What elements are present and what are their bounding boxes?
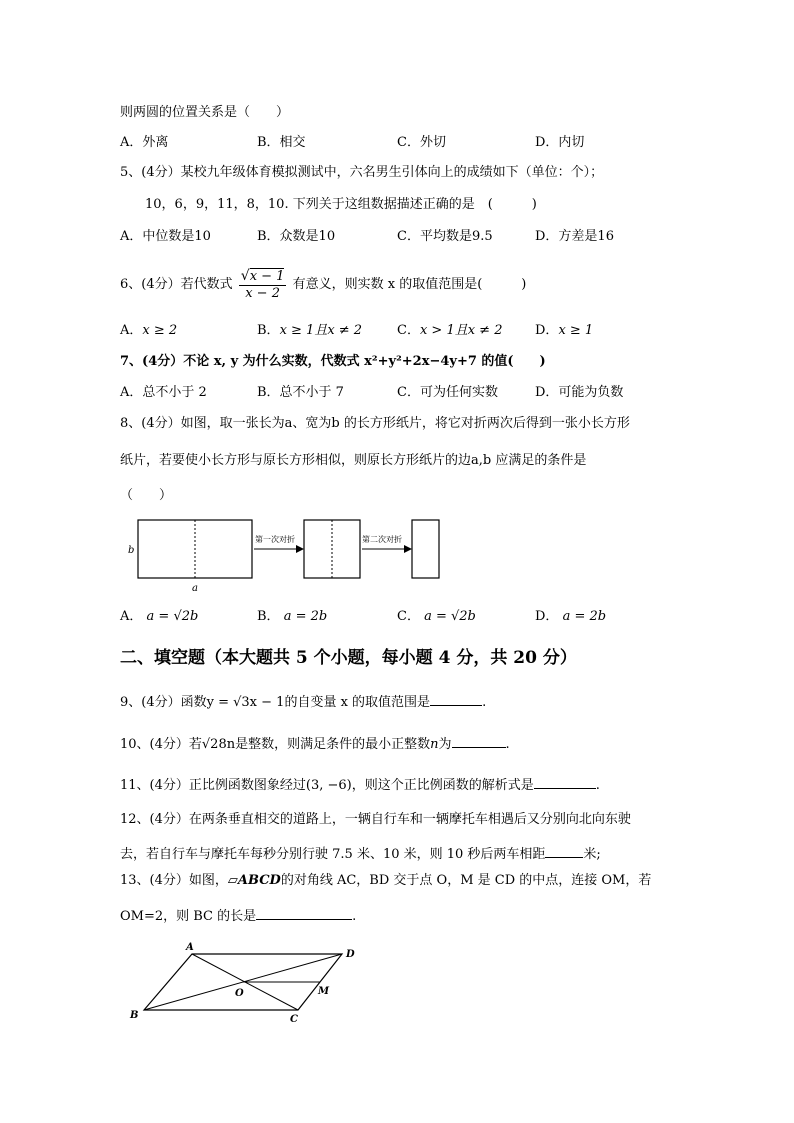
q8-stem-line1: 8、(4分）如图，取一张长为a、宽为b 的长方形纸片，将它对折两次后得到一张小长方形	[120, 416, 630, 431]
q5-stem-line2: 10，6，9，11，8，10. 下列关于这组数据描述正确的是 ( )	[145, 197, 537, 212]
q8-label-a: a	[192, 583, 198, 594]
q5-option-c: C．平均数是9.5	[397, 229, 493, 244]
q8-stem-line2: 纸片，若要使小长方形与原长方形相似，则原长方形纸片的边a,b 应满足的条件是	[120, 453, 587, 468]
q8-option-d: D． a = 2b	[535, 609, 607, 624]
q8-quarter-rectangle	[412, 520, 439, 578]
section-fill-in-title: 二、填空题（本大题共 5 个小题，每小题 4 分，共 20 分）	[120, 648, 577, 668]
q5-option-d: D．方差是16	[535, 229, 614, 244]
q6-prefix: 6、(4分）若代数式	[120, 277, 233, 292]
q8-option-c: C． a = √2b	[397, 609, 476, 624]
q6-stem	[120, 263, 526, 307]
q8-options	[120, 608, 680, 626]
q13-label-d: D	[346, 949, 355, 960]
q7-stem: 7、(4分）不论 x, y 为什么实数，代数式 x²+y²+2x−4y+7 的值( )	[120, 354, 546, 369]
q4-option-d: D．内切	[535, 135, 585, 150]
q7-option-a: A．总不小于 2	[120, 385, 207, 400]
q7-option-c: C．可为任何实数	[397, 385, 498, 400]
q11-answer-blank[interactable]	[534, 774, 596, 789]
q10-sqrt: √28n	[201, 737, 236, 752]
q6-option-c: C．x > 1且x ≠ 2	[397, 323, 503, 338]
q12-answer-blank[interactable]	[545, 843, 583, 858]
q13-parallelogram-symbol: ▱ABCD	[227, 873, 281, 888]
q6-option-b: B．x ≥ 1且x ≠ 2	[257, 323, 363, 338]
q7-options	[120, 384, 680, 402]
q5-options	[120, 228, 680, 246]
q13-label-a: A	[186, 942, 194, 953]
q8-arrow1-label: 第一次对折	[255, 535, 295, 544]
q6-numerator: x − 1	[249, 268, 285, 284]
q8-folding-figure	[120, 512, 450, 597]
q13-label-c: C	[290, 1014, 298, 1025]
q6-options	[120, 322, 680, 340]
q11-point: (3, −6)	[305, 778, 352, 793]
q4-stem: 则两圆的位置关系是（ ）	[120, 105, 290, 120]
q5-stem-line1: 5、(4分）某校九年级体育模拟测试中，六名男生引体向上的成绩如下（单位：个）；	[120, 165, 604, 180]
q12-stem-line1: 12、(4分）在两条垂直相交的道路上，一辆自行车和一辆摩托车相遇后又分别向北向东驶	[120, 812, 631, 827]
q8-label-b: b	[128, 545, 135, 556]
q6-option-a: A．x ≥ 2	[120, 323, 178, 338]
q9-function: y = √3x − 1	[206, 695, 285, 710]
q8-option-a: A． a = √2b	[120, 609, 199, 624]
q8-arrow1-head	[296, 545, 304, 553]
q13-stem-line1: 13、(4分）如图，▱ABCD的对角线 AC，BD 交于点 O，M 是 CD 的中点，连接 OM，若	[120, 873, 652, 888]
q6-suffix: 有意义，则实数 x 的取值范围是( )	[292, 277, 527, 292]
q5-option-a: A．中位数是10	[120, 229, 211, 244]
q13-answer-blank[interactable]	[256, 905, 352, 920]
q7-option-b: B．总不小于 7	[257, 385, 344, 400]
q6-denominator: x − 2	[245, 285, 280, 301]
q8-arrow2-label: 第二次对折	[362, 535, 402, 544]
q9-answer-blank[interactable]	[430, 691, 482, 706]
q9-stem: 9、(4分）函数y = √3x − 1的自变量 x 的取值范围是 .	[120, 691, 486, 712]
q4-option-c: C．外切	[397, 135, 446, 150]
q6-option-d: D．x ≥ 1	[535, 323, 594, 338]
q6-fraction: $\frac{√x - 1}{x - 2}$	[240, 267, 285, 301]
q8-stem-line3: （ ）	[120, 488, 173, 503]
q13-label-b: B	[130, 1010, 139, 1021]
q10-stem: 10、(4分）若√28n是整数，则满足条件的最小正整数n为 .	[120, 733, 510, 754]
q12-stem-line2: 去，若自行车与摩托车每秒分别行驶 7.5 米、10 米，则 10 秒后两车相距 米;	[120, 843, 601, 864]
q13-stem-line2: OM=2，则 BC 的长是 .	[120, 905, 356, 926]
q4-option-b: B．相交	[257, 135, 306, 150]
q4-option-a: A．外离	[120, 135, 169, 150]
q8-arrow2-head	[404, 545, 412, 553]
q11-stem: 11、(4分）正比例函数图象经过(3, −6)，则这个正比例函数的解析式是 .	[120, 774, 600, 795]
q8-option-b: B． a = 2b	[257, 609, 328, 624]
q7-option-d: D．可能为负数	[535, 385, 624, 400]
q13-parallelogram-figure	[120, 940, 370, 1025]
q10-answer-blank[interactable]	[452, 733, 506, 748]
q4-options	[120, 134, 680, 152]
q13-label-m: M	[318, 986, 330, 997]
q13-label-o: O	[235, 988, 244, 999]
q5-option-b: B．众数是10	[257, 229, 336, 244]
